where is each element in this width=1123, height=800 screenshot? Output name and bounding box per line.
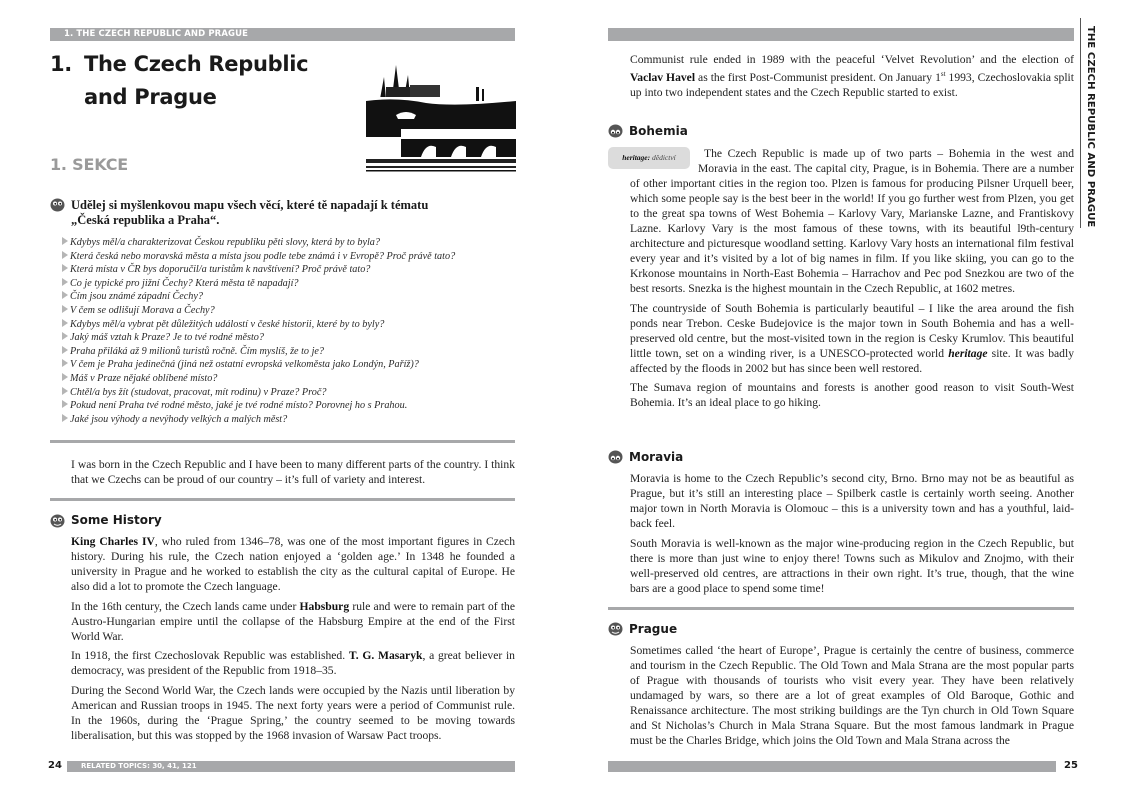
left-page (0, 0, 561, 800)
bohemia-text: heritage: dědictví The Czech Republic is made up of two parts – Bohemia in the west and Moravia in the east. The capital city, Prague, is in Bohemia. There are a number of other important cities in the region too. Plzen is famous for producing Pilsner Urquell beer, which some people say is the best beer in the world! If you go further west from Plzen, you get to the great spa towns of West Bohemia – Karlovy Vary, Marianske Lazne, and Frantiskovy Lazne. Karlovy Vary is the most famous of these towns, with its beautiful l9th-century architecture and picturesque woodland setting. Karlovy Vary hosts an international film festival every year and it’s visited by a lot of big names in film. If you like skiing, you can go to the Krkonose mountains in North-East Bohemia – Harrachov and Pec pod Snezkou are two of the best resorts. Snezka is the highest mountain in the Czech Republic, at 1602 metres. The countryside of South Bohemia is particularly beautiful – I like the area around the fish ponds near Trebon. Ceske Budejovice is the major town in South Bohemia and has a well-preserved old centre, but the most-visited town in the region is Cesky Krumlov. This beautiful little town, set on a winding river, is a UNESCO-protected world heritage site. It was badly affected by the floods in 2002 but has since been well restored. The Sumava region of mountains and forests is another good reason to visit South-West Bohemia. It’s an ideal place to go hiking. (630, 146, 1074, 415)
smiley-face-icon (608, 622, 623, 636)
bullet-triangle-icon (62, 305, 68, 313)
title-line-2: and Prague (84, 85, 217, 109)
bullet-triangle-icon (62, 400, 68, 408)
bullet-triangle-icon (62, 264, 68, 272)
bullet-triangle-icon (62, 346, 68, 354)
page-title (50, 48, 308, 114)
divider (50, 440, 515, 443)
moravia-text: Moravia is home to the Czech Republic’s second city, Brno. Brno may not be as beautiful as Prague, but it’s still an interesting place – Spilberk castle is certainly worth seeing. Another major town in North Moravia is Olomouc – this is a university town and has a youthful, laid-back feel. South Moravia is well-known as the major wine-producing region in the Czech Republic, but there is more than just wine to enjoy there! Towns such as Mikulov and Znojmo, with their well-preserved old centres, are attractions in their own right. It’s true, though, that the wine bars are a good place to spend some time! (630, 472, 1074, 595)
bullet-triangle-icon (62, 414, 68, 422)
footer-bar (608, 761, 1056, 772)
prague-castle-illustration-icon (366, 57, 516, 172)
list-item: Pokud není Praha tvé rodné město, jaké je tvé rodné místo? Porovnej ho s Prahou. (62, 399, 522, 413)
list-item: Která místa v ČR bys doporučil/a turistům k navštívení? Proč právě tato? (62, 263, 522, 277)
mind-map-task (71, 198, 491, 228)
section-label: 1. SEKCE (50, 155, 128, 174)
list-item: Praha přiláká až 9 milionů turistů ročně. Čím myslíš, že to je? (62, 345, 522, 359)
title-line-1: The Czech Republic (84, 52, 309, 76)
list-item: Máš v Praze nějaké oblíbené místo? (62, 372, 522, 386)
smiley-face-icon (50, 514, 65, 528)
question-list (62, 236, 522, 426)
glossary-box: heritage: dědictví (608, 147, 690, 169)
list-item: Co je typické pro jižní Čechy? Která města tě napadají? (62, 277, 522, 291)
opening-paragraph: Communist rule ended in 1989 with the peaceful ‘Velvet Revolution’ and the election of Vaclav Havel as the first Post-Communist president. On January 1st 1993, Czechoslovakia split up into two independent states and the Czech Republic started to exist. (630, 53, 1074, 99)
bullet-triangle-icon (62, 237, 68, 245)
bullet-triangle-icon (62, 332, 68, 340)
list-item: Kdybys měl/a vybrat pět důležitých událostí v české historii, které by to byly? (62, 318, 522, 332)
divider (50, 498, 515, 501)
list-item: V čem se odlišují Morava a Čechy? (62, 304, 522, 318)
list-item: Kdybys měl/a charakterizovat Českou republiku pěti slovy, která by to byla? (62, 236, 522, 250)
right-page (561, 0, 1123, 800)
list-item: Jaké jsou výhody a nevýhody velkých a malých měst? (62, 413, 522, 427)
list-item: Chtěl/a bys žít (studovat, pracovat, mít rodinu) v Praze? Proč? (62, 386, 522, 400)
header-bar (608, 28, 1074, 41)
task-line-1: Udělej si myšlenkovou mapu všech věcí, které tě napadají k tématu (71, 198, 429, 212)
section-heading-bohemia: Bohemia (629, 124, 688, 138)
bullet-triangle-icon (62, 387, 68, 395)
bullet-triangle-icon (62, 373, 68, 381)
history-text: King Charles IV, who ruled from 1346–78, was one of the most important figures in Czech history. During his rule, the Czech nation enjoyed a ‘golden age.’ In 1348 he founded a university in Prague and he worked to establish the city as the cultural capital of Europe. He also did a lot to promote the Czech language. In the 16th century, the Czech lands came under Habsburg rule and were to remain part of the Austro-Hungarian empire until the collapse of the Habsburg Empire at the end of the First World War. In 1918, the first Czechoslovak Republic was established. T. G. Masaryk, a great believer in democracy, was president of the Republic from 1918–35. During the Second World War, the Czech lands were occupied by the Nazis until liberation by American and Russian troops in 1945. The next forty years were a period of Communist rule. In the 1960s, during the ‘Prague Spring,’ the country seemed to be moving towards liberalisation, but this was stopped by the 1968 invasion of Warsaw Pact troops. (71, 535, 516, 742)
page-number: 24 (48, 760, 62, 771)
section-heading-moravia: Moravia (629, 450, 684, 464)
task-line-2: „Česká republika a Praha“. (71, 213, 220, 227)
list-item: Která česká nebo moravská města a místa jsou podle tebe známá i v Evropě? Proč právě tato? (62, 250, 522, 264)
face-icon (608, 450, 623, 464)
list-item: Jaký máš vztah k Praze? Je to tvé rodné město? (62, 331, 522, 345)
related-topics-bar: RELATED TOPICS: 30, 41, 121 (67, 761, 515, 772)
bullet-triangle-icon (62, 319, 68, 327)
bullet-triangle-icon (62, 359, 68, 367)
section-heading-history: Some History (71, 513, 162, 527)
face-icon (608, 124, 623, 138)
page-number: 25 (1064, 760, 1078, 771)
bullet-triangle-icon (62, 251, 68, 259)
smiley-face-icon (50, 198, 65, 212)
list-item: V čem je Praha jedinečná (jiná než ostatní evropská velkoměsta jako Londýn, Paříž)? (62, 358, 522, 372)
bullet-triangle-icon (62, 291, 68, 299)
section-heading-prague: Prague (629, 622, 678, 636)
list-item: Čím jsou známé západní Čechy? (62, 290, 522, 304)
chapter-side-tab: THE CZECH REPUBLIC AND PRAGUE (1080, 18, 1102, 228)
intro-paragraph: I was born in the Czech Republic and I have been to many different parts of the country. I think that we Czechs can be proud of our country – it’s full of variety and interest. (71, 458, 515, 486)
chapter-header-bar: 1. THE CZECH REPUBLIC AND PRAGUE (50, 28, 515, 41)
divider (608, 607, 1074, 610)
prague-text: Sometimes called ‘the heart of Europe’, Prague is certainly the centre of business, commerce and tourism in the Czech Republic. The Old Town and Mala Strana are the most popular parts of Prague with thousands of tourists who visit every year. They have been relatively undamaged by wars, so there are a lot of great examples of Old Baroque, Gothic and Renaissance architecture. The most striking buildings are the Tyn church in Old Town Square and St Nicholas’s Church in Mala Strana Square. But the most famous landmark in Prague must be the Charles Bridge, which joins the Old Town and Mala Strana across the (630, 644, 1074, 747)
title-number: 1. (50, 52, 72, 76)
bullet-triangle-icon (62, 278, 68, 286)
